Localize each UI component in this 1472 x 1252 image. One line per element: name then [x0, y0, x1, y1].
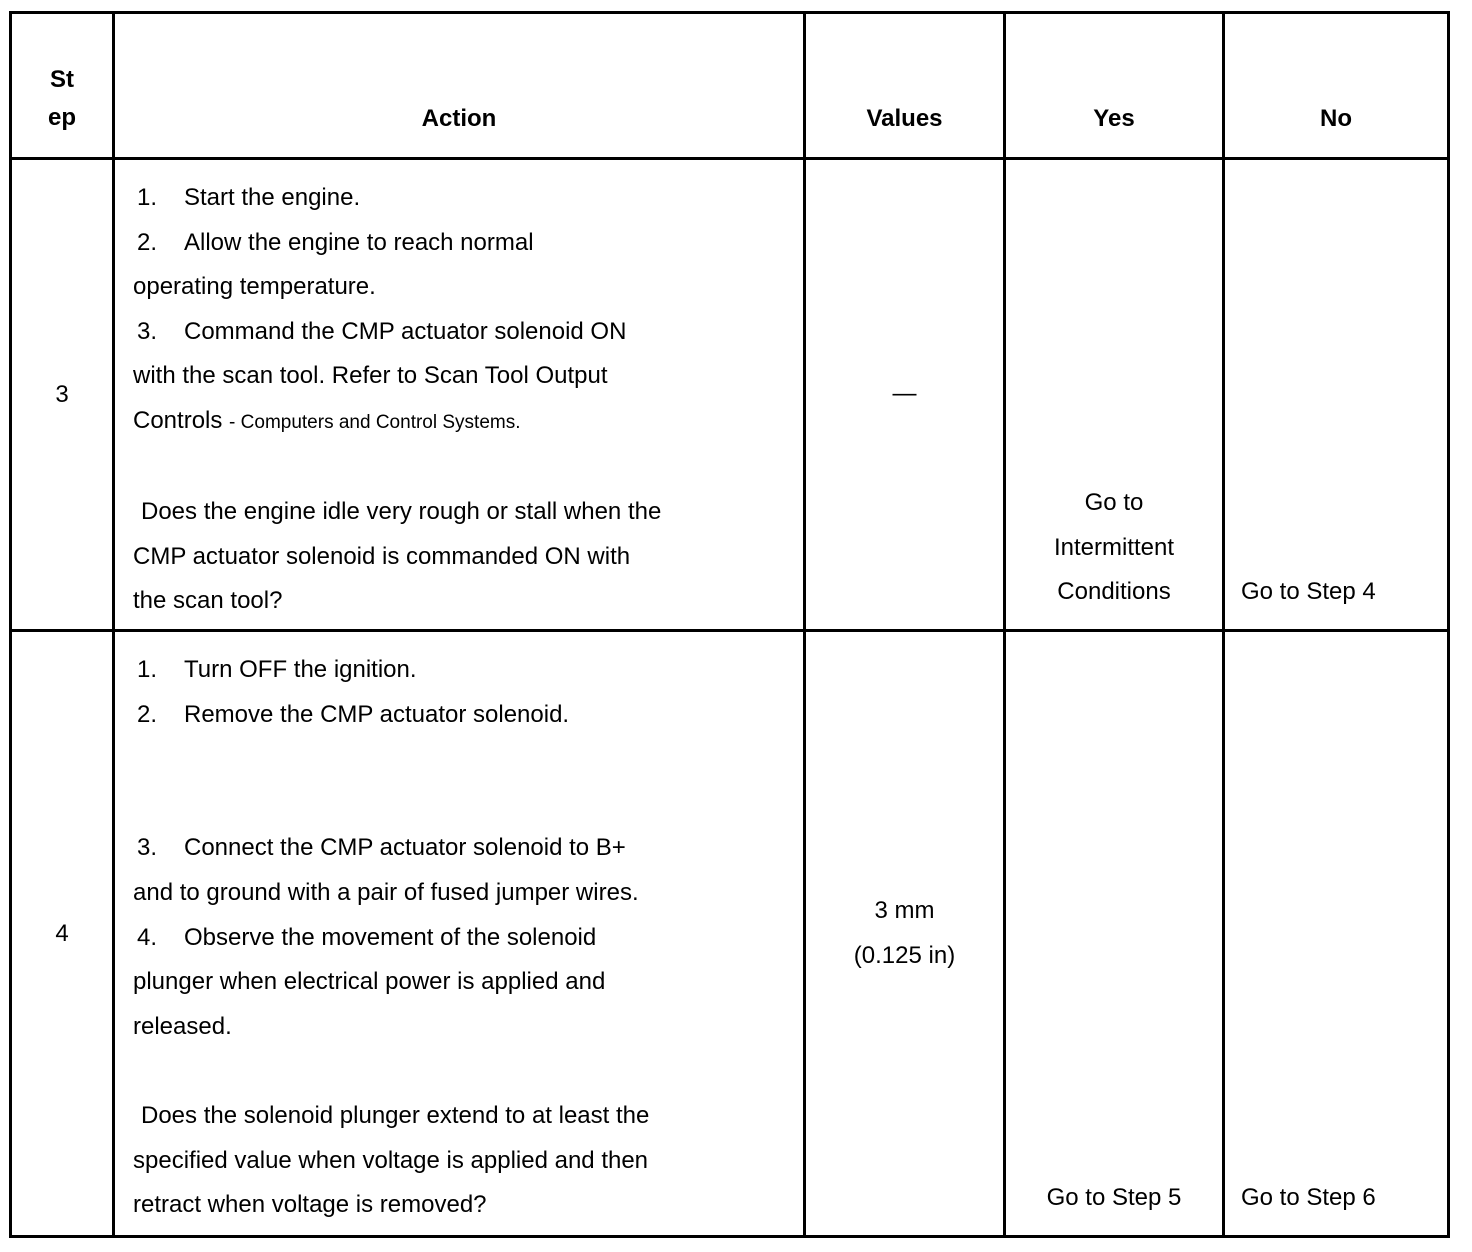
action-line: 1. Turn OFF the ignition.: [137, 656, 417, 683]
no-text-line: Go to Step 6: [1241, 1184, 1376, 1212]
header-step: [11, 13, 114, 159]
values-cell: [805, 159, 1005, 631]
yes-text-line: Go to: [1084, 489, 1144, 517]
value-line: 3 mm: [874, 896, 935, 924]
yes-cell: [1005, 159, 1224, 631]
action-line: released.: [133, 1012, 232, 1040]
header-values: [805, 13, 1005, 159]
step-number: 3: [11, 159, 114, 631]
action-line: Controls - Computers and Control Systems.: [133, 406, 521, 434]
question-line: retract when voltage is removed?: [133, 1191, 487, 1219]
header-values-label: Values: [866, 105, 943, 132]
action-line: operating temperature.: [133, 273, 376, 301]
yes-text-line: Intermittent: [1053, 533, 1175, 561]
no-cell: [1224, 159, 1449, 631]
value-dash: —: [892, 380, 917, 408]
question-line: Does the engine idle very rough or stall when the: [141, 498, 662, 526]
header-row: [11, 13, 1449, 159]
question-line: Does the solenoid plunger extend to at least the: [141, 1101, 650, 1129]
action-cell: [114, 631, 805, 1237]
table-row-step-4: [11, 631, 1449, 1237]
action-line: 2. Remove the CMP actuator solenoid.: [137, 700, 570, 728]
values-cell: [805, 631, 1005, 1237]
header-step-line-2: ep: [47, 104, 76, 131]
action-line: 3. Command the CMP actuator solenoid ON: [137, 317, 627, 345]
action-line: 3. Connect the CMP actuator solenoid to B+: [137, 834, 626, 862]
action-line: 2. Allow the engine to reach normal: [137, 228, 534, 256]
yes-cell: [1005, 631, 1224, 1237]
no-text-line: Go to Step 4: [1241, 578, 1376, 606]
diagnostic-table: [9, 11, 1450, 1238]
question-line: CMP actuator solenoid is commanded ON with: [133, 542, 631, 570]
reference-link-text: - Computers and Control Systems.: [229, 411, 521, 433]
no-cell: [1224, 631, 1449, 1237]
header-no: [1224, 13, 1449, 159]
question-line: the scan tool?: [133, 587, 283, 615]
yes-text-line: Conditions: [1057, 578, 1171, 606]
header-no-label: No: [1320, 105, 1352, 132]
header-yes: [1005, 13, 1224, 159]
yes-text-line: Go to Step 5: [1046, 1184, 1182, 1212]
action-line: 4. Observe the movement of the solenoid: [137, 923, 597, 951]
value-line: (0.125 in): [853, 941, 956, 969]
step-number: 4: [11, 631, 114, 1237]
header-yes-label: Yes: [1093, 105, 1135, 132]
action-line: with the scan tool. Refer to Scan Tool Output: [133, 362, 608, 390]
table-row-step-3: [11, 159, 1449, 631]
action-line: plunger when electrical power is applied and: [133, 968, 606, 996]
header-step-line-1: St: [50, 66, 74, 93]
question-line: specified value when voltage is applied and then: [133, 1146, 649, 1174]
action-line: 1. Start the engine.: [137, 184, 361, 211]
action-line: and to ground with a pair of fused jumper wires.: [133, 878, 639, 906]
action-cell: [114, 159, 805, 631]
header-action-label: Action: [421, 105, 497, 132]
header-action: [114, 13, 805, 159]
